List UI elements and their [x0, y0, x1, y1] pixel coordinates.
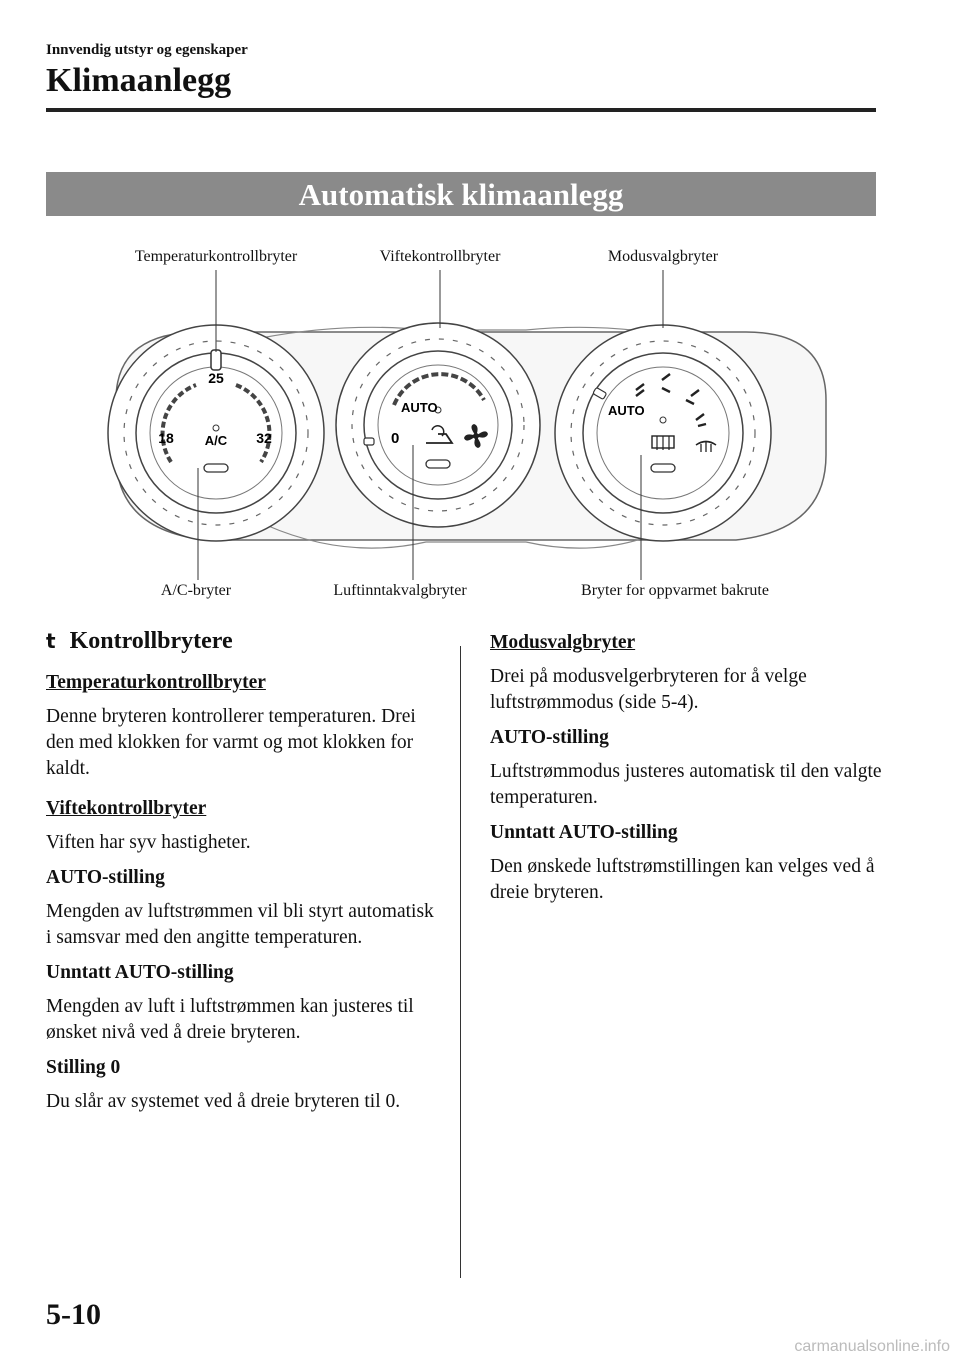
- left-column: [46, 628, 441, 1124]
- mode-switch-text: Drei på modusvelgerbryteren for å velge luftstrømmodus (side 5-4).: [490, 666, 807, 713]
- ac-label: A/C: [204, 433, 228, 448]
- chapter-title: Innvendig utstyr og egenskaper: [46, 42, 248, 58]
- label-fan-switch: Viftekontrollbryter: [379, 248, 501, 265]
- fan-auto-text: Mengden av luftstrømmen vil bli styrt automatisk i samsvar med den angitte temperaturen.: [46, 901, 434, 948]
- label-ac-switch: A/C-bryter: [160, 582, 232, 599]
- mode-auto-title: AUTO-stilling: [490, 727, 609, 748]
- fan-zero-text: Du slår av systemet ved å dreie bryteren til 0.: [46, 1091, 401, 1112]
- label-intake-switch: Luftinntakvalgbryter: [333, 582, 467, 599]
- header-rule: [46, 108, 876, 112]
- fan-auto-label: AUTO: [401, 400, 438, 415]
- column-divider: [460, 646, 461, 1278]
- control-panel-figure: [46, 230, 876, 610]
- fan-auto-title: AUTO-stilling: [46, 867, 165, 888]
- banner: Automatisk klimaanlegg: [46, 172, 876, 216]
- temp-switch-text: Denne bryteren kontrollerer temperaturen. Drei den med klokken for varmt og mot klokken for kaldt.: [46, 706, 416, 779]
- mode-except-text: Den ønskede luftstrømstillingen kan velges ved å dreie bryteren.: [490, 856, 875, 903]
- label-mode-switch: Modusvalgbryter: [607, 248, 719, 265]
- mode-auto-text: Luftstrømmodus justeres automatisk til den valgte temperaturen.: [490, 761, 882, 808]
- label-temperature-switch: Temperaturkontrollbryter: [134, 248, 298, 265]
- control-panel-illustration: [46, 230, 876, 610]
- controls-heading: [46, 628, 441, 654]
- page-number: 5-10: [46, 1298, 101, 1331]
- mode-dial[interactable]: [555, 325, 771, 541]
- watermark: carmanualsonline.info: [794, 1338, 950, 1355]
- mode-auto-label: AUTO: [608, 403, 645, 418]
- fan-switch-text: Viften har syv hastigheter.: [46, 832, 251, 853]
- temp-25-label: 25: [208, 370, 224, 386]
- fan-zero-title: Stilling 0: [46, 1057, 121, 1078]
- controls-heading-text: Kontrollbrytere: [69, 628, 233, 654]
- right-column: [490, 630, 885, 915]
- fan-dial[interactable]: [336, 323, 540, 527]
- label-rear-defroster-switch: Bryter for oppvarmet bakrute: [581, 582, 769, 599]
- fan-switch-title: Viftekontrollbryter: [46, 798, 207, 819]
- temp-18-label: 18: [158, 430, 174, 446]
- temp-switch-title: Temperaturkontrollbryter: [46, 672, 266, 693]
- fan-zero-label: 0: [391, 430, 400, 447]
- bullet-icon: t: [46, 629, 56, 653]
- fan-except-title: Unntatt AUTO-stilling: [46, 962, 234, 983]
- section-title: Klimaanlegg: [46, 62, 232, 99]
- fan-except-text: Mengden av luft i luftstrømmen kan justeres til ønsket nivå ved å dreie bryteren.: [46, 996, 414, 1043]
- temperature-dial[interactable]: [108, 325, 324, 541]
- mode-except-title: Unntatt AUTO-stilling: [490, 822, 678, 843]
- mode-switch-title: Modusvalgbryter: [490, 632, 636, 653]
- temp-32-label: 32: [256, 430, 272, 446]
